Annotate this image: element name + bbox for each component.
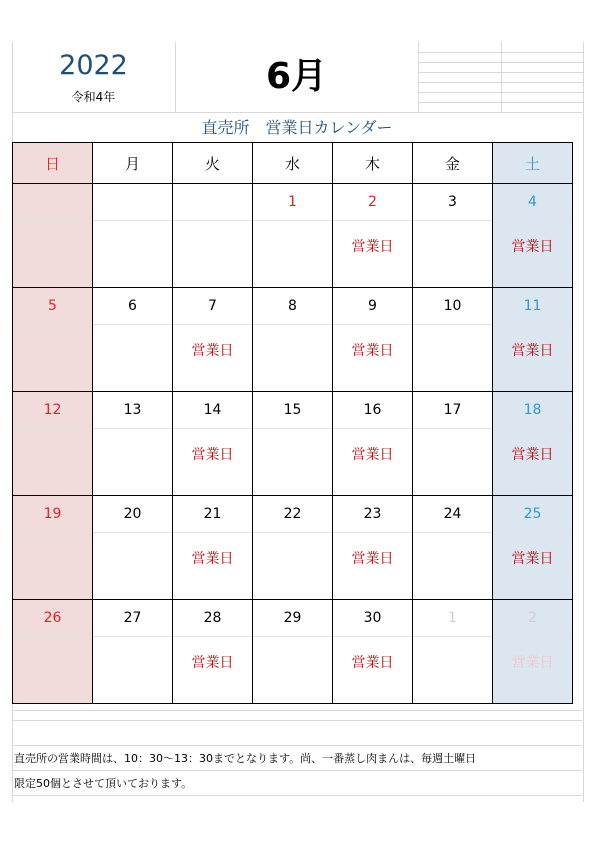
day-number: 2 xyxy=(333,184,412,221)
day-number: 24 xyxy=(413,496,492,533)
business-day-label: 営業日 xyxy=(511,239,554,255)
day-cell xyxy=(13,392,93,496)
day-cell xyxy=(493,288,573,392)
day-number: 14 xyxy=(173,392,252,429)
weekday-row xyxy=(13,143,573,184)
business-day-label: 営業日 xyxy=(191,447,234,463)
day-number: 25 xyxy=(493,496,572,533)
day-cell xyxy=(173,496,253,600)
day-cell xyxy=(493,600,573,704)
day-cell xyxy=(413,184,493,288)
day-number: 28 xyxy=(173,600,252,637)
day-number: 6 xyxy=(93,288,172,325)
calendar-grid xyxy=(12,142,573,704)
day-cell xyxy=(13,600,93,704)
day-cell xyxy=(93,184,173,288)
day-cell xyxy=(93,288,173,392)
weekday-2: 火 xyxy=(173,143,253,184)
day-cell xyxy=(413,392,493,496)
business-day-label: 営業日 xyxy=(351,655,394,671)
business-day-label: 営業日 xyxy=(511,551,554,567)
day-cell xyxy=(253,288,333,392)
day-cell xyxy=(333,288,413,392)
weekday-4: 木 xyxy=(333,143,413,184)
day-number: 22 xyxy=(253,496,332,533)
day-number: 21 xyxy=(173,496,252,533)
day-cell xyxy=(413,496,493,600)
year-label: 2022 xyxy=(59,50,128,81)
day-cell xyxy=(173,288,253,392)
day-number: 29 xyxy=(253,600,332,637)
day-number: 5 xyxy=(13,288,92,325)
day-number: 10 xyxy=(413,288,492,325)
year-box xyxy=(12,42,176,112)
week-row xyxy=(13,288,573,392)
business-day-label: 営業日 xyxy=(351,239,394,255)
note-line-2: 限定50個とさせて頂いております。 xyxy=(14,777,193,790)
month-title: 6月 xyxy=(265,56,328,97)
grid-line xyxy=(12,795,582,796)
day-cell xyxy=(413,288,493,392)
day-cell xyxy=(333,184,413,288)
business-day-label: 営業日 xyxy=(191,343,234,359)
day-cell xyxy=(253,600,333,704)
business-day-label: 営業日 xyxy=(351,447,394,463)
day-number: 26 xyxy=(13,600,92,637)
day-number: 23 xyxy=(333,496,412,533)
business-day-label: 営業日 xyxy=(191,551,234,567)
day-cell xyxy=(173,184,253,288)
day-number: 4 xyxy=(493,184,572,221)
business-day-label: 営業日 xyxy=(511,343,554,359)
day-cell xyxy=(253,392,333,496)
day-number: 17 xyxy=(413,392,492,429)
business-day-label: 営業日 xyxy=(351,343,394,359)
calendar-header xyxy=(12,42,582,112)
day-number: 1 xyxy=(413,600,492,637)
business-day-label: 営業日 xyxy=(351,551,394,567)
weekday-3: 水 xyxy=(253,143,333,184)
week-row xyxy=(13,496,573,600)
day-cell xyxy=(333,392,413,496)
calendar-title: 直売所 営業日カレンダー xyxy=(12,112,582,143)
day-number: 12 xyxy=(13,392,92,429)
note-line-1: 直売所の営業時間は、10：30～13：30までとなります。尚、一番蒸し肉まんは、毎週土曜日 xyxy=(14,752,477,765)
day-number: 15 xyxy=(253,392,332,429)
day-number: 7 xyxy=(173,288,252,325)
day-cell xyxy=(93,496,173,600)
day-number: 13 xyxy=(93,392,172,429)
weekday-5: 金 xyxy=(413,143,493,184)
day-cell xyxy=(13,496,93,600)
day-number: 16 xyxy=(333,392,412,429)
day-number: 9 xyxy=(333,288,412,325)
day-number: 8 xyxy=(253,288,332,325)
week-row xyxy=(13,600,573,704)
business-day-label: 営業日 xyxy=(511,447,554,463)
grid-line xyxy=(12,745,582,746)
day-cell xyxy=(93,392,173,496)
day-number: 30 xyxy=(333,600,412,637)
day-number: 11 xyxy=(493,288,572,325)
era-label: 令和4年 xyxy=(71,90,116,104)
header-grid xyxy=(418,42,583,112)
day-cell xyxy=(253,184,333,288)
day-cell xyxy=(493,184,573,288)
day-number xyxy=(93,184,172,221)
day-number: 20 xyxy=(93,496,172,533)
day-cell xyxy=(93,600,173,704)
day-cell xyxy=(493,496,573,600)
day-cell xyxy=(253,496,333,600)
day-number: 3 xyxy=(413,184,492,221)
weekday-0: 日 xyxy=(13,143,93,184)
day-cell xyxy=(13,288,93,392)
day-number: 18 xyxy=(493,392,572,429)
day-number: 27 xyxy=(93,600,172,637)
day-cell xyxy=(413,600,493,704)
day-cell xyxy=(333,496,413,600)
business-day-label: 営業日 xyxy=(511,655,554,671)
day-number: 19 xyxy=(13,496,92,533)
day-cell xyxy=(13,184,93,288)
day-number xyxy=(173,184,252,221)
week-row xyxy=(13,184,573,288)
grid-line xyxy=(12,720,582,721)
business-day-label: 営業日 xyxy=(191,655,234,671)
day-number: 1 xyxy=(253,184,332,221)
weekday-6: 土 xyxy=(493,143,573,184)
day-cell xyxy=(333,600,413,704)
weekday-1: 月 xyxy=(93,143,173,184)
day-number xyxy=(13,184,92,221)
day-cell xyxy=(493,392,573,496)
day-cell xyxy=(173,600,253,704)
week-row xyxy=(13,392,573,496)
day-cell xyxy=(173,392,253,496)
grid-line xyxy=(12,770,582,771)
grid-line xyxy=(12,710,582,711)
day-number: 2 xyxy=(493,600,572,637)
